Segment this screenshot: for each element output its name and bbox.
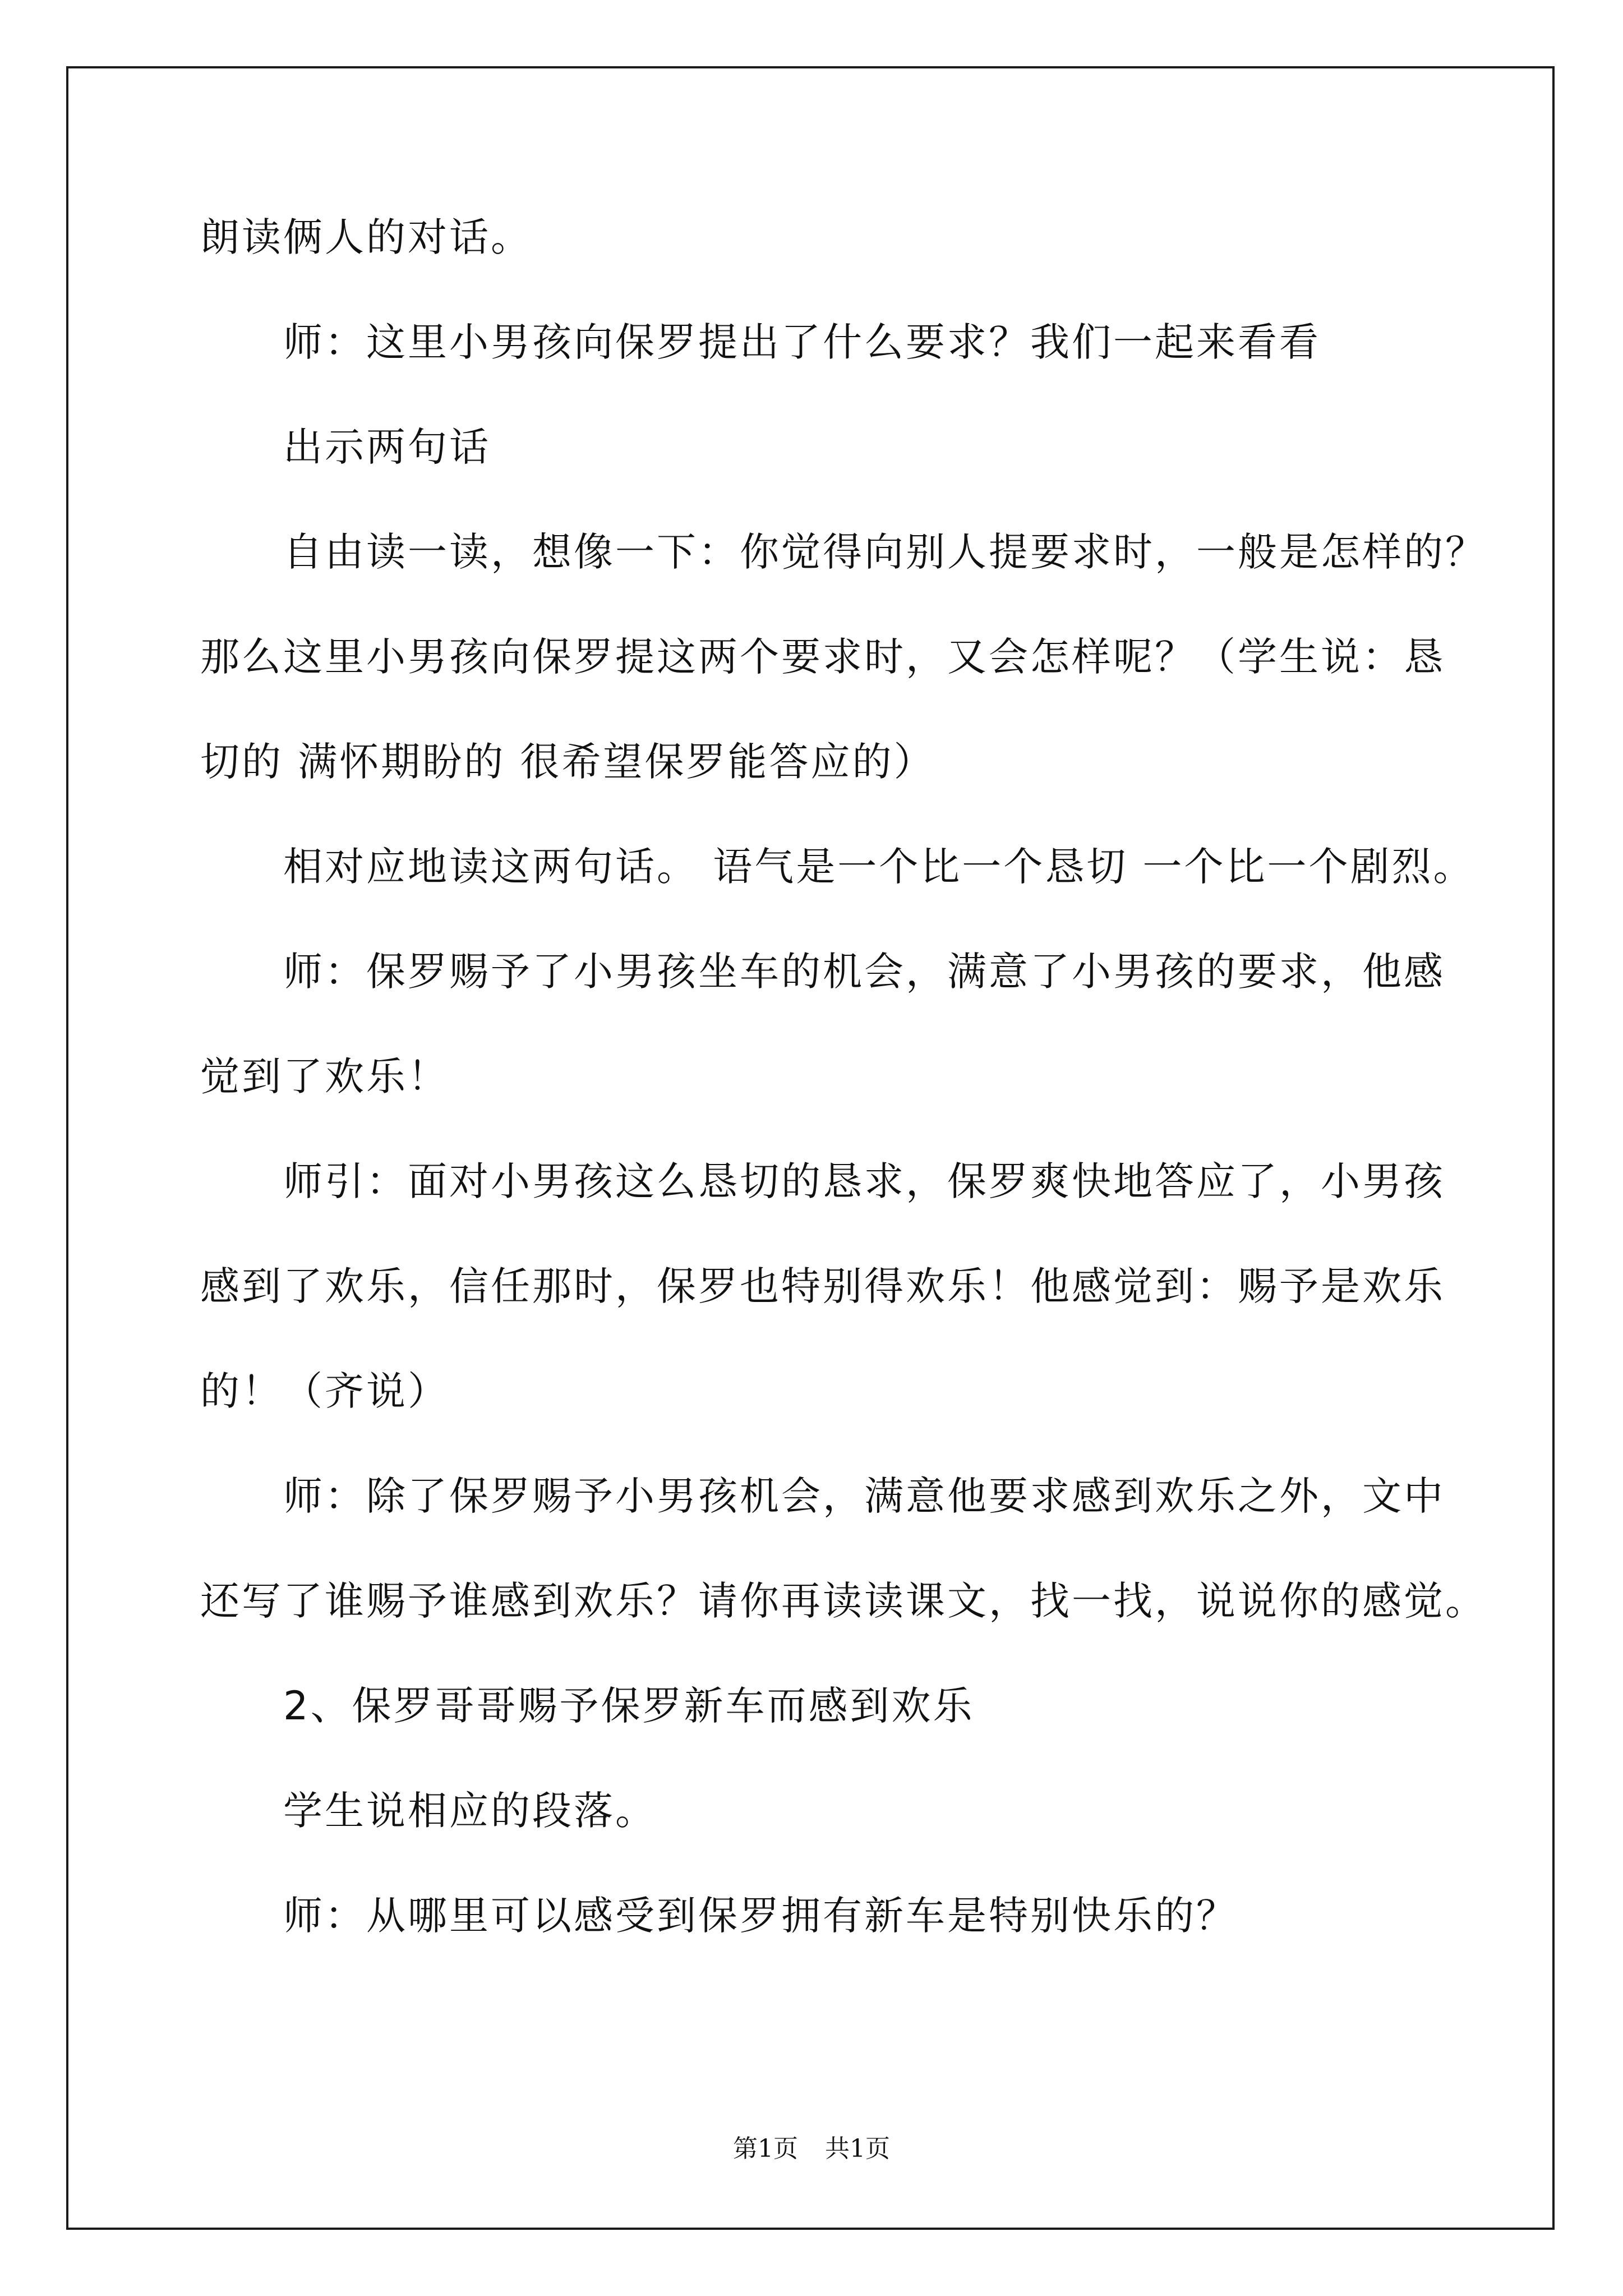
text-line: 那么这里小男孩向保罗提这两个要求时，又会怎样呢？（学生说：恳 [200, 634, 1445, 680]
text-line: 朗读俩人的对话。 [200, 214, 532, 260]
text-line: 的！（齐说） [200, 1368, 449, 1414]
text-line: 2、保罗哥哥赐予保罗新车而感到欢乐 [283, 1683, 975, 1729]
text-line: 还写了谁赐予谁感到欢乐？请你再读读课文，找一找，说说你的感觉。 [200, 1578, 1487, 1624]
text-line: 觉到了欢乐！ [200, 1053, 449, 1099]
text-line: 自由读一读，想像一下：你觉得向别人提要求时，一般是怎样的？ [283, 529, 1487, 575]
text-line: 师：从哪里可以感受到保罗拥有新车是特别快乐的？ [283, 1893, 1238, 1939]
text-line: 切的 满怀期盼的 很希望保罗能答应的） [200, 739, 935, 785]
page-footer [0, 2133, 1623, 2165]
page-number-total: 共1页 [825, 2134, 890, 2163]
page-number-current: 第1页 [733, 2134, 798, 2163]
text-line: 师：除了保罗赐予小男孩机会，满意他要求感到欢乐之外，文中 [283, 1473, 1445, 1519]
text-line: 师引：面对小男孩这么恳切的恳求，保罗爽快地答应了，小男孩 [283, 1158, 1445, 1204]
text-line: 感到了欢乐，信任那时，保罗也特别得欢乐！他感觉到：赐予是欢乐 [200, 1263, 1445, 1309]
text-line: 师：这里小男孩向保罗提出了什么要求？我们一起来看看 [283, 319, 1321, 365]
text-line: 相对应地读这两句话。 语气是一个比一个恳切 一个比一个剧烈。 [283, 844, 1475, 890]
text-line: 师：保罗赐予了小男孩坐车的机会，满意了小男孩的要求，他感 [283, 949, 1445, 995]
text-line: 学生说相应的段落。 [283, 1788, 657, 1834]
text-line: 出示两句话 [283, 424, 491, 470]
